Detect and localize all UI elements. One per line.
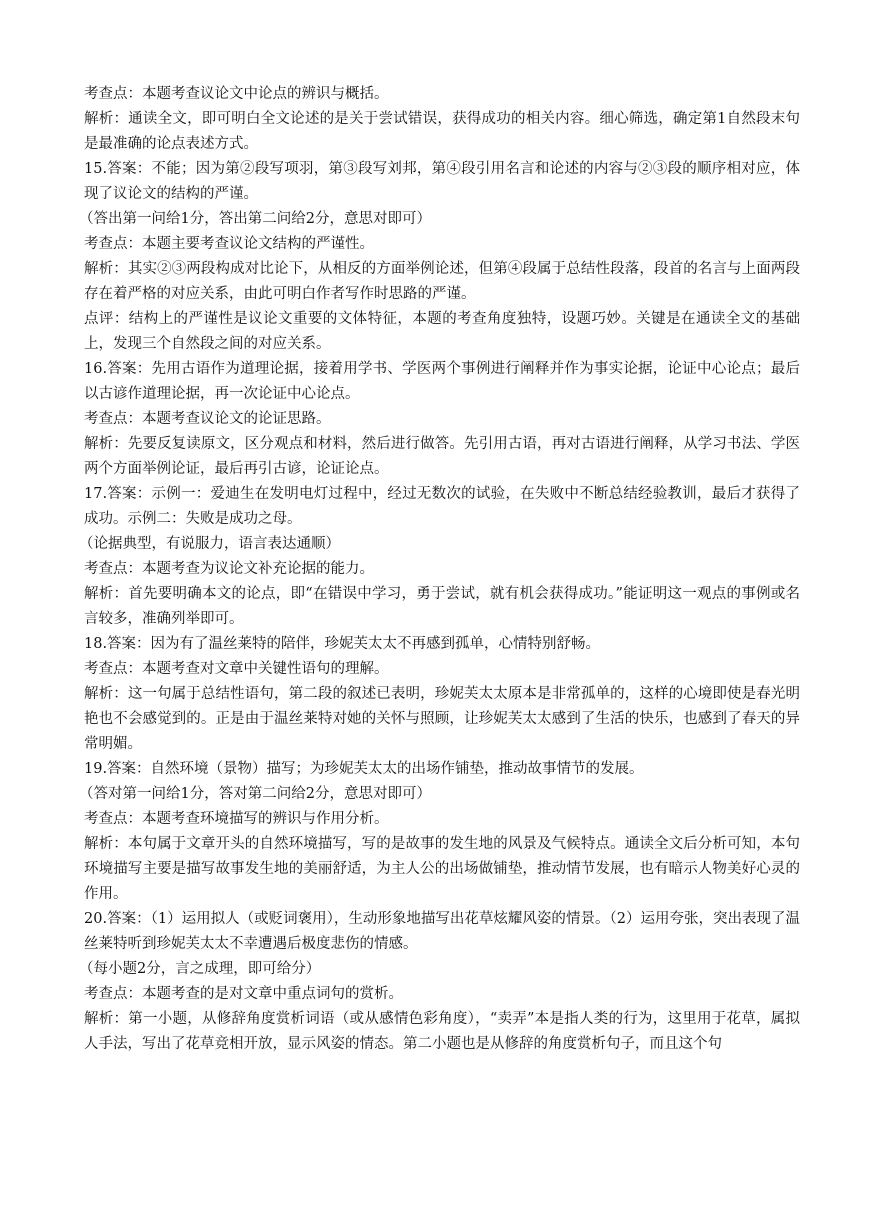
paragraph-analysis: 解析：首先要明确本文的论点，即“在错误中学习，勇于尝试，就有机会获得成功。”能证明这一观点的事例或名言较多，准确列举即可。	[84, 586, 800, 627]
paragraph-analysis: 解析：其实②③两段构成对比论下，从相反的方面举例论述，但第④段属于总结性段落，段首的名言与上面两段存在着严格的对应关系，由此可明白作者写作时思路的严谨。	[84, 261, 800, 302]
paragraph-answer-16: 16.答案：先用古语作为道理论据，接着用学书、学医两个事例进行阐释并作为事实论据，论证中心论点；最后以古谚作道理论据，再一次论证中心论点。	[84, 361, 800, 402]
paragraph-scoring-note: （答出第一问给1分，答出第二问给2分，意思对即可）	[79, 211, 431, 227]
paragraph-analysis-point: 考查点：本题考查的是对文章中重点词句的赏析。	[84, 986, 403, 1002]
paragraph-answer-17: 17.答案：示例一：爱迪生在发明电灯过程中，经过无数次的试验，在失败中不断总结经验教训，最后才获得了成功。示例二：失败是成功之母。	[84, 486, 800, 527]
paragraph-answer-15: 15.答案：不能；因为第②段写项羽，第③段写刘邦，第④段引用名言和论述的内容与②③段的顺序相对应，体现了议论文的结构的严谨。	[84, 161, 800, 202]
paragraph-analysis: 解析：本句属于文章开头的自然环境描写，写的是故事的发生地的风景及气候特点。通读全文后分析可知，本句环境描写主要是描写故事发生地的美丽舒适，为主人公的出场做铺垫，推动情节发展，也有暗示人物美好心灵的作用。	[84, 836, 800, 902]
paragraph-analysis-point: 考查点：本题考查议论文中论点的辨识与概括。	[84, 86, 389, 102]
paragraph-analysis: 解析：通读全文，即可明白全文论述的是关于尝试错误，获得成功的相关内容。细心筛选，确定第1自然段末句是最准确的论点表述方式。	[84, 111, 800, 152]
paragraph-analysis-point: 考查点：本题考查环境描写的辨识与作用分析。	[84, 811, 389, 827]
paragraph-analysis-point: 考查点：本题考查议论文的论证思路。	[84, 411, 331, 427]
answer-document	[79, 82, 800, 1057]
paragraph-scoring-note: （每小题2分，言之成理，即可给分）	[79, 961, 321, 977]
paragraph-analysis-point: 考查点：本题主要考查议论文结构的严谨性。	[84, 236, 374, 252]
paragraph-analysis: 解析：这一句属于总结性语句，第二段的叙述已表明，珍妮芙太太原本是非常孤单的，这样的心境即使是春光明艳也不会感觉到的。正是由于温丝莱特对她的关怀与照顾，让珍妮芙太太感到了生活的快乐，也感到了春天的异常明媚。	[84, 686, 800, 752]
paragraph-scoring-note: （答对第一问给1分，答对第二问给2分，意思对即可）	[79, 786, 431, 802]
paragraph-answer-18: 18.答案：因为有了温丝莱特的陪伴，珍妮芙太太不再感到孤单，心情特别舒畅。	[84, 636, 601, 652]
paragraph-analysis-point: 考查点：本题考查为议论文补充论据的能力。	[84, 561, 374, 577]
paragraph-comment: 点评：结构上的严谨性是议论文重要的文体特征，本题的考查角度独特，设题巧妙。关键是在通读全文的基础上，发现三个自然段之间的对应关系。	[84, 311, 800, 352]
paragraph-analysis: 解析：第一小题，从修辞角度赏析词语（或从感情色彩角度），“卖弄”本是指人类的行为，这里用于花草，属拟人手法，写出了花草竞相开放，显示风姿的情态。第二小题也是从修辞的角度赏析句子，而且这个句	[84, 1011, 800, 1052]
paragraph-analysis: 解析：先要反复读原文，区分观点和材料，然后进行做答。先引用古语，再对古语进行阐释，从学习书法、学医两个方面举例论证，最后再引古谚，论证论点。	[84, 436, 800, 477]
paragraph-answer-20: 20.答案：（1）运用拟人（或贬词褒用），生动形象地描写出花草炫耀风姿的情景。（2）运用夸张，突出表现了温丝莱特听到珍妮芙太太不幸遭遇后极度悲伤的情感。	[84, 911, 800, 952]
paragraph-scoring-note: （论据典型，有说服力，语言表达通顺）	[79, 536, 340, 552]
paragraph-analysis-point: 考查点：本题考查对文章中关键性语句的理解。	[84, 661, 389, 677]
paragraph-answer-19: 19.答案：自然环境（景物）描写；为珍妮芙太太的出场作铺垫，推动故事情节的发展。	[84, 761, 644, 777]
